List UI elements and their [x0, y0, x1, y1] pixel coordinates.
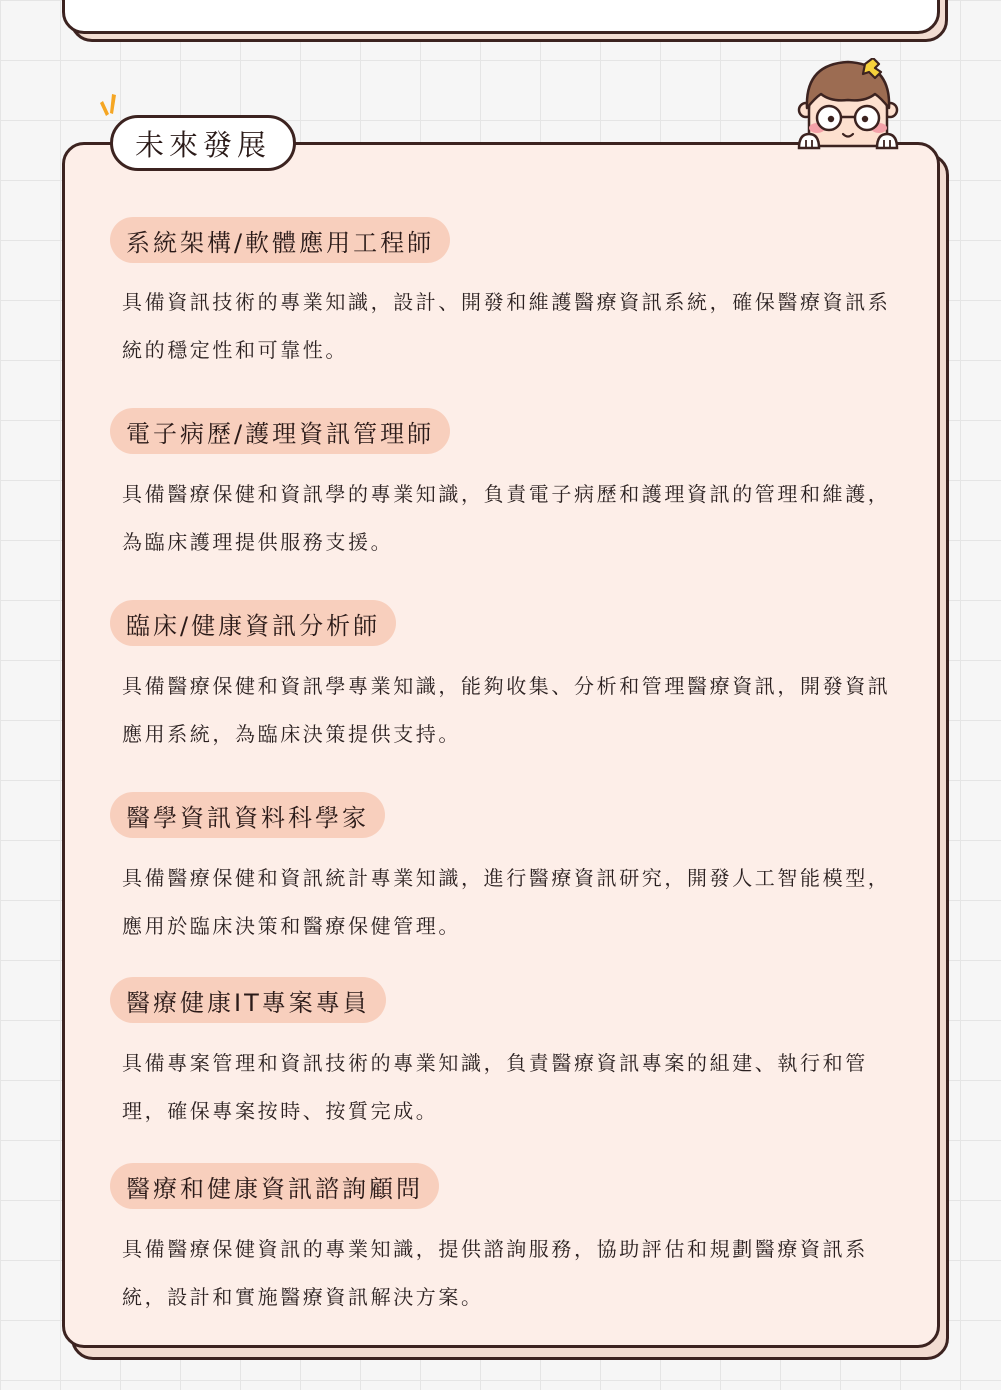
career-title-it-project-specialist: 醫療健康IT專案專員 — [110, 977, 386, 1023]
career-title-consultant: 醫療和健康資訊諮詢顧問 — [110, 1163, 439, 1209]
career-description-it-project-specialist: 具備專案管理和資訊技術的專業知識，負責醫療資訊專案的組建、執行和管理，確保專案按時、按質完成。 — [122, 1051, 868, 1123]
career-description-emr-manager: 具備醫療保健和資訊學的專業知識，負責電子病歷和護理資訊的管理和維護，為臨床護理提供服務支援。 — [122, 482, 891, 554]
career-description-data-scientist: 具備醫療保健和資訊統計專業知識，進行醫療資訊研究，開發人工智能模型，應用於臨床決策和醫療保健管理。 — [122, 866, 891, 938]
previous-card — [62, 0, 940, 34]
career-title-system-architect: 系統架構/軟體應用工程師 — [110, 217, 450, 263]
career-description-system-architect: 具備資訊技術的專業知識，設計、開發和維護醫療資訊系統，確保醫療資訊系統的穩定性和可靠性。 — [122, 290, 891, 362]
career-description-health-analyst: 具備醫療保健和資訊學專業知識，能夠收集、分析和管理醫療資訊，開發資訊應用系統，為臨床決策提供支持。 — [122, 674, 891, 746]
career-title-emr-manager: 電子病歷/護理資訊管理師 — [110, 408, 450, 454]
section-title-tab — [110, 115, 296, 171]
career-description-consultant: 具備醫療保健資訊的專業知識，提供諮詢服務，協助評估和規劃醫療資訊系統，設計和實施醫療資訊解決方案。 — [122, 1237, 868, 1309]
career-title-health-analyst: 臨床/健康資訊分析師 — [110, 600, 396, 646]
section-title: 未來發展 — [134, 127, 271, 162]
career-title-data-scientist: 醫學資訊資料科學家 — [110, 792, 385, 838]
girl-with-glasses-mascot — [795, 58, 905, 152]
